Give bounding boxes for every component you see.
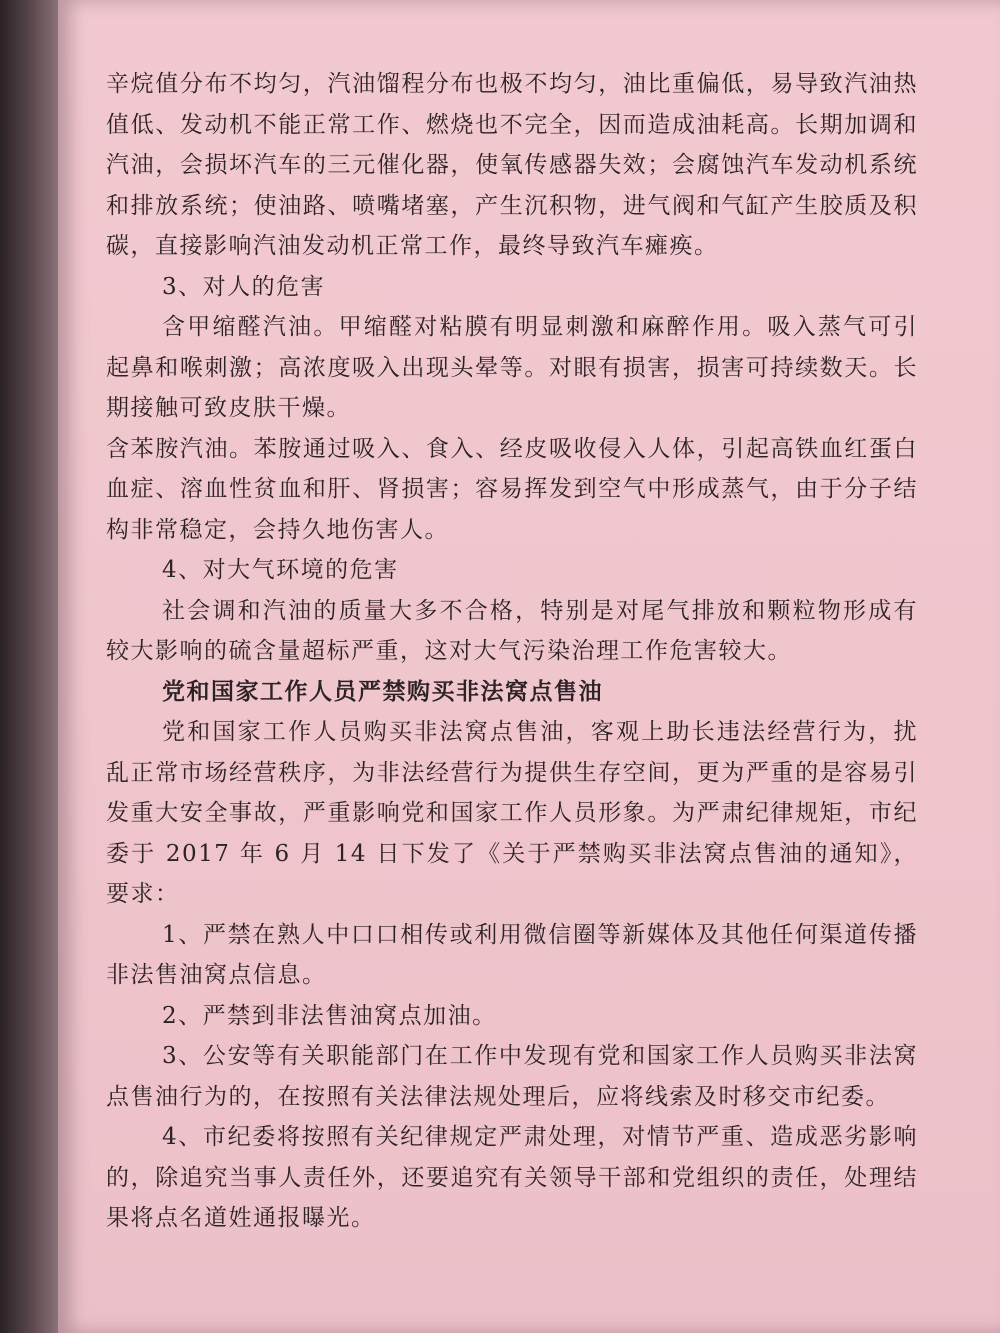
list-item-rule-2: 2、严禁到非法售油窝点加油。 <box>162 1002 497 1029</box>
list-item-rule-4: 4、市纪委将按照有关纪律规定严肃处理，对情节严重、造成恶劣影响的，除追究当事人责任外，还要追究有关领导干部和党组织的责任，处理结果将点名道姓通报曝光。 <box>106 1124 918 1231</box>
list-item-rule-3: 3、公安等有关职能部门在工作中发现有党和国家工作人员购买非法窝点售油行为的，在按照有关法律法规处理后，应将线索及时移交市纪委。 <box>106 1043 918 1110</box>
page-text <box>106 64 918 1239</box>
paragraph-notice: 党和国家工作人员购买非法窝点售油，客观上助长违法经营行为，扰乱正常市场经营秩序，为非法经营行为提供生存空间，更为严重的是容易引发重大安全事故，严重影响党和国家工作人员形象。为严肃纪律规矩，市纪委于 2017 年 6 月 14 日下发了《关于严禁购买非法窝点售油的通知》，要求： <box>106 719 918 907</box>
section-heading-prohibition: 党和国家工作人员严禁购买非法窝点售油 <box>162 677 603 705</box>
section-heading-harm-to-people: 3、对人的危害 <box>162 273 326 300</box>
paragraph-aniline: 含苯胺汽油。苯胺通过吸入、食入、经皮吸收侵入人体，引起高铁血红蛋白血症、溶血性贫血和肝、肾损害；容易挥发到空气中形成蒸气，由于分子结构非常稳定，会持久地伤害人。 <box>106 435 918 543</box>
section-heading-atmosphere: 4、对大气环境的危害 <box>162 557 399 583</box>
paragraph-methylal: 含甲缩醛汽油。甲缩醛对粘膜有明显刺激和麻醉作用。吸入蒸气可引起鼻和喉刺激；高浓度吸入出现头晕等。对眼有损害，损害可持续数天。长期接触可致皮肤干燥。 <box>106 314 918 421</box>
paragraph-engine-damage: 辛烷值分布不均匀，汽油馏程分布也极不均匀，油比重偏低，易导致汽油热值低、发动机不能正常工作、燃烧也不完全，因而造成油耗高。长期加调和汽油，会损坏汽车的三元催化器，使氧传感器失效；会腐蚀汽车发动机系统和排放系统；使油路、喷嘴堵塞，产生沉积物，进气阀和气缸产生胶质及积碳，直接影响汽油发动机正常工作，最终导致汽车瘫痪。 <box>106 71 918 259</box>
paragraph-sulfur-content: 社会调和汽油的质量大多不合格，特别是对尾气排放和颗粒物形成有较大影响的硫含量超标严重，这对大气污染治理工作危害较大。 <box>106 597 918 664</box>
list-item-rule-1: 1、严禁在熟人中口口相传或利用微信圈等新媒体及其他任何渠道传播非法售油窝点信息。 <box>106 921 918 988</box>
book-binding <box>0 0 58 1333</box>
